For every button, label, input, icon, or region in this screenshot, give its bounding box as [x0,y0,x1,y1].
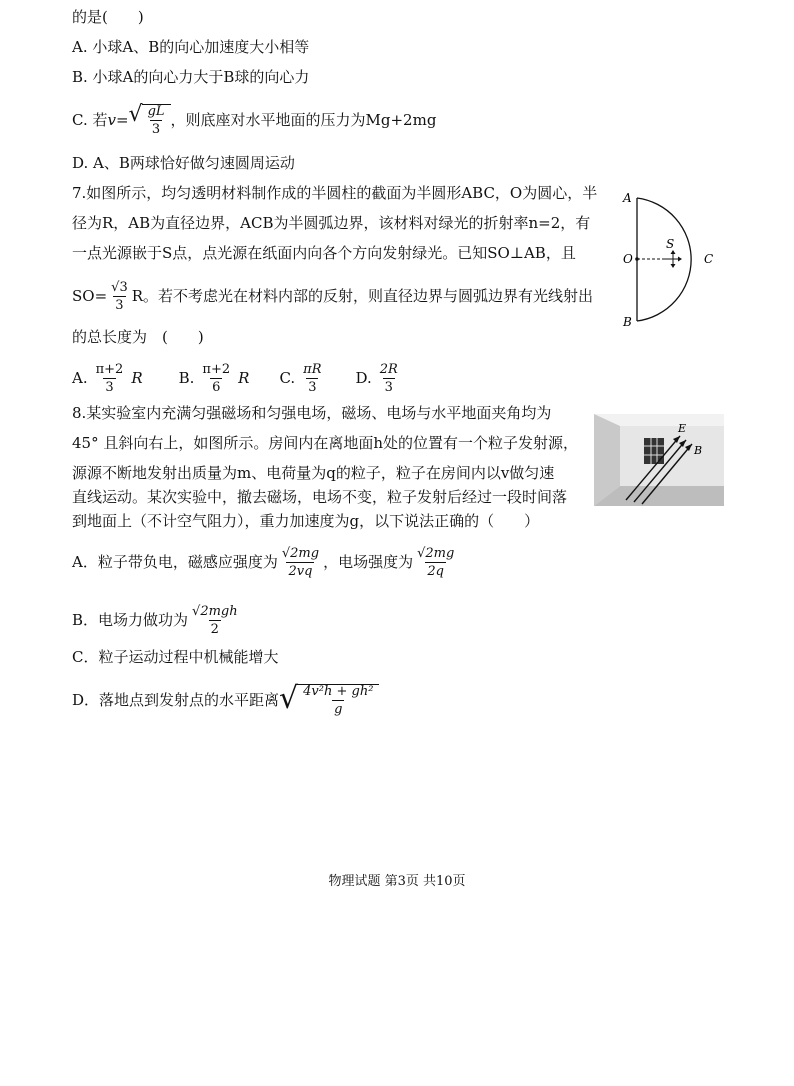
q7-line-4 [72,278,593,314]
q6-option-c-v: v= [107,111,129,129]
q8-option-b-denominator: 2 [210,621,219,637]
q6-option-a: A. 小球A、B的向心加速度大小相等 [72,38,310,56]
q8-option-a-fraction-1 [280,547,321,578]
q8-option-b-prefix: B．电场力做功为 [72,611,189,629]
q7-point-o [635,257,639,261]
page-footer: 物理试题 第3页 共10页 [328,874,466,889]
q8-option-b-numerator: √2mgh [192,603,238,619]
q7-label-c: C [704,252,714,266]
q8-option-d-sqrt: √ $\frac{\text{4v²h + gh²}}{g}$ [279,684,379,716]
q8-option-a [72,540,458,584]
q6-stem-end: 的是( ) [72,8,144,26]
q7-light-source-s [665,250,682,268]
q8-label-b: B [694,444,703,457]
q8-option-d-numerator: 4v²h + gh² [303,684,374,699]
q8-line-5: 到地面上（不计空气阻力），重力加速度为g，以下说法正确的（ ） [72,512,540,530]
q7-option-d-label: D. [355,369,372,387]
q8-option-a-fraction-2 [415,547,456,578]
q8-option-c: C．粒子运动过程中机械能增大 [72,648,279,666]
q7-option-b-numerator: π+2 [202,361,231,377]
q7-option-c-label: C. [279,369,296,387]
q8-option-d-denominator: g [334,702,343,717]
q7-label-o: O [623,252,633,266]
q7-option-a-numerator: π+2 [95,361,124,377]
q7-option-c-numerator: πR [303,361,322,377]
q6-option-d: D. A、B两球恰好做匀速圆周运动 [72,154,295,172]
q6-option-c-denominator: 3 [151,122,161,137]
q7-option-b-denominator: 6 [212,379,221,395]
q8-line-1: 8.某实验室内充满匀强磁场和匀强电场，磁场、电场与水平地面夹角均为 [72,404,552,422]
q8-option-b [72,598,242,642]
q7-line-2: 径为R，AB为直径边界，ACB为半圆弧边界，该材料对绿光的折射率n=2，有 [72,214,591,232]
q8-option-a-prefix: A．粒子带负电，磁感应强度为 [72,553,278,571]
q8-option-d-prefix: D．落地点到发射点的水平距离 [72,691,280,709]
q7-so-denominator: 3 [115,297,124,313]
q7-so-fraction [109,281,130,312]
q7-line-5: 的总长度为 ( ) [72,328,204,346]
q8-option-a-numerator-2: √2mg [417,545,455,561]
q8-room-figure [594,414,724,506]
q6-option-c-prefix: C. 若 [72,111,108,129]
q6-option-c [72,102,436,138]
q7-option-d-fraction [378,363,400,394]
q7-option-d-denominator: 3 [384,379,393,395]
q8-option-a-numerator-1: √2mg [281,545,320,561]
q8-option-b-fraction [190,605,240,636]
q8-option-a-denominator-1: 2vq [288,563,313,579]
q6-option-c-suffix: ，则底座对水平地面的压力为Mg+2mg [170,111,437,129]
q7-so-prefix: SO= [72,287,108,305]
q7-so-numerator: √3 [111,279,128,295]
q8-option-a-denominator-2: 2q [427,563,444,579]
q8-option-d [72,676,379,724]
q7-line-3: 一点光源嵌于S点，点光源在纸面内向各个方向发射绿光。已知SO⊥AB，且 [72,244,576,262]
q7-option-c-fraction [301,363,323,394]
q7-option-a-unit: R [131,369,143,387]
q8-option-a-middle: ，电场强度为 [323,553,414,571]
q7-option-a-label: A. [72,369,88,387]
q8-line-4: 直线运动。某次实验中，撤去磁场，电场不变，粒子发射后经过一段时间落 [72,488,568,506]
q7-label-a: A [623,191,632,205]
q7-option-c-denominator: 3 [308,379,317,395]
q7-so-suffix: R。若不考虑光在材料内部的反射，则直径边界与圆弧边界有光线射出 [131,287,594,305]
q7-option-a-fraction [94,363,126,394]
q7-line-1: 7.如图所示，均匀透明材料制作成的半圆柱的截面为半圆形ABC，O为圆心，半 [72,184,598,202]
q8-line-2: 45° 且斜向右上，如图所示。房间内在离地面h处的位置有一个粒子发射源， [72,434,579,452]
q6-option-c-sqrt: √ $\frac{gL}{3}$ [129,104,171,136]
q8-option-d-fraction [301,685,375,716]
q8-window [644,438,664,464]
q7-option-d-numerator: 2R [379,361,398,377]
q8-line-3: 源源不断地发射出质量为m、电荷量为q的粒子，粒子在房间内以v做匀速 [72,464,555,482]
q7-semicircle-figure [615,188,725,333]
q7-option-b-fraction [200,363,232,394]
q6-option-c-fraction [146,105,167,136]
q7-option-a-denominator: 3 [105,379,114,395]
q7-label-b: B [623,315,632,329]
q7-options [72,358,402,398]
q8-label-e: E [678,422,687,435]
q7-label-s: S [666,237,675,251]
q6-option-b: B. 小球A的向心力大于B球的向心力 [72,68,310,86]
q7-option-b-unit: R [238,369,250,387]
q7-option-b-label: B. [178,369,195,387]
q6-option-c-numerator: gL [147,104,165,119]
